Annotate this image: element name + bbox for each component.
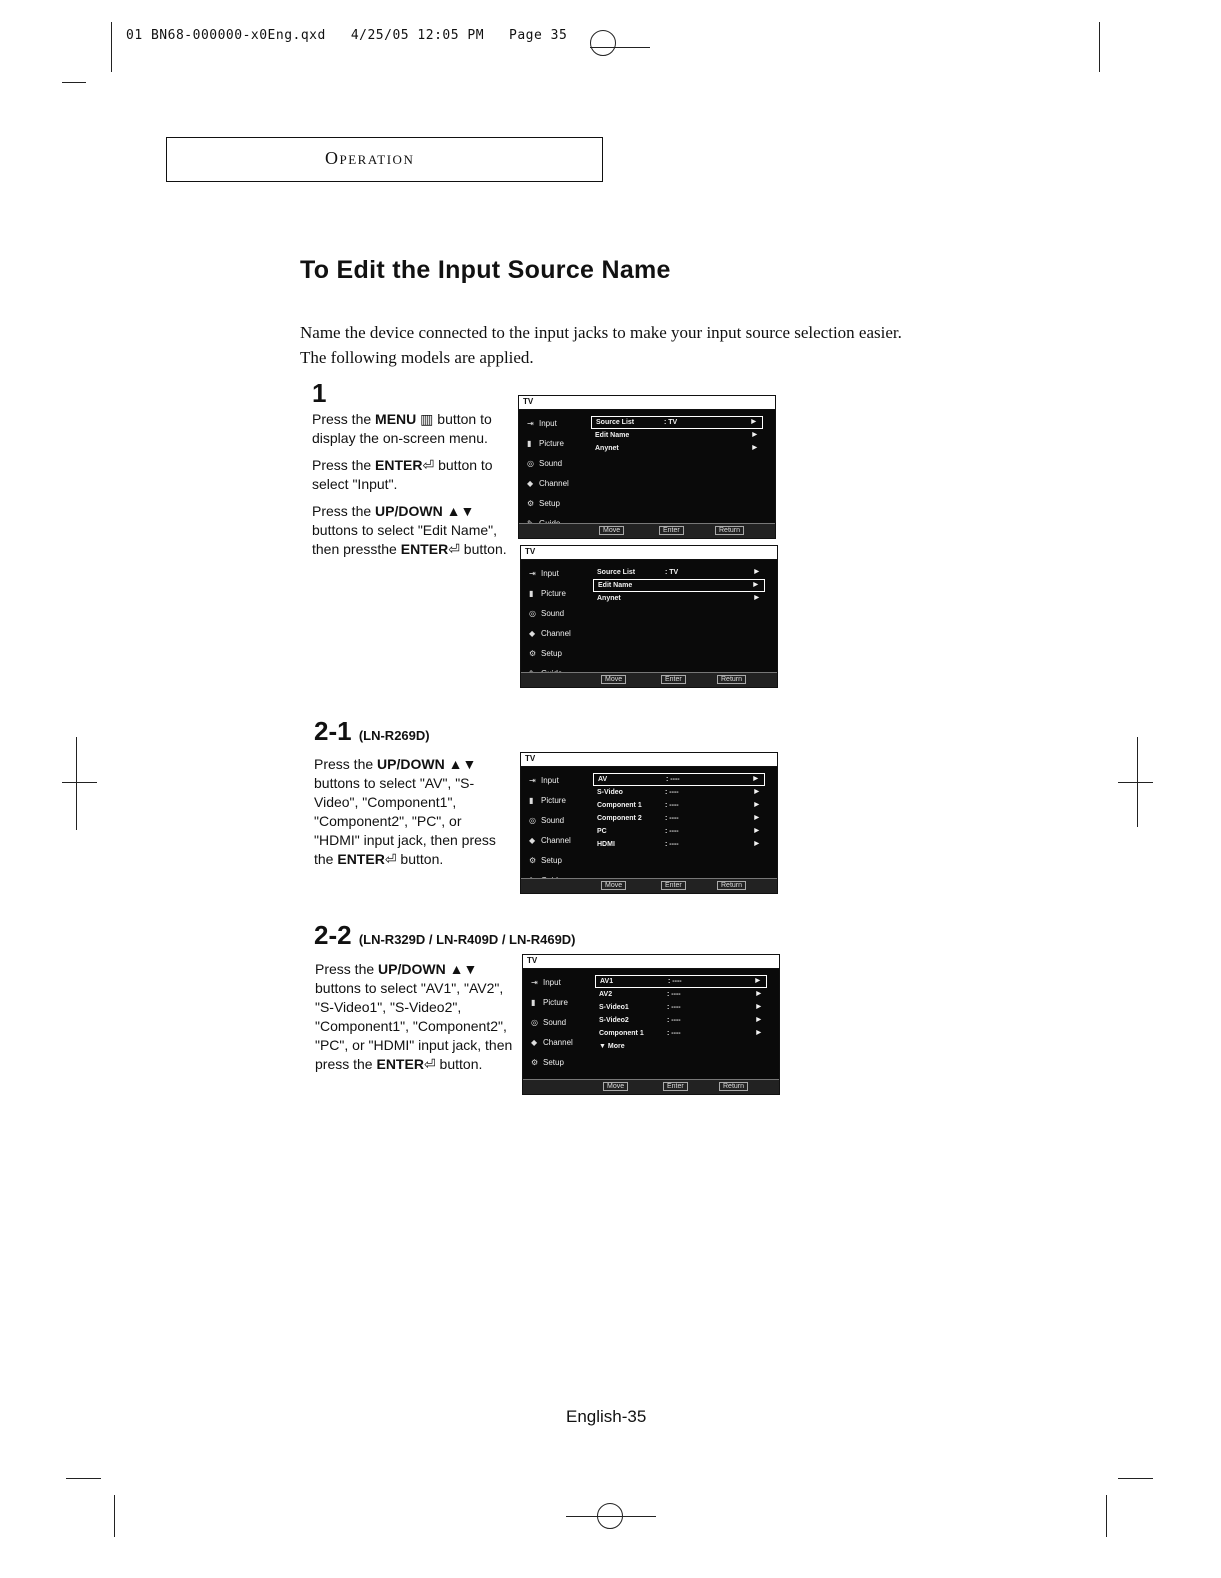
osd-footer: Move Enter Return <box>521 672 777 687</box>
osd-side-input: ⇥ Input <box>531 978 561 987</box>
osd-side-setup: ⚙ Setup <box>527 499 560 508</box>
osd-side-sound: ◎ Sound <box>531 1018 567 1027</box>
osd-title-bar: TV <box>521 546 777 560</box>
section-label: Operation <box>325 148 415 168</box>
enter-icon: ⏎ <box>423 1056 436 1072</box>
step-2-1-number: 2-1 (LN-R269D) <box>314 716 430 746</box>
osd-title-bar: TV <box>519 396 775 410</box>
step-1-number: 1 <box>312 378 327 408</box>
osd-side-sound: ◎ Sound <box>529 609 565 618</box>
osd-menu-list <box>591 416 763 455</box>
osd-item: Edit Name ▶ <box>595 432 757 439</box>
osd-side-picture: ▮ Picture <box>531 998 568 1007</box>
osd-item: AV1 : ---- ▶ <box>595 975 767 988</box>
osd-menu-list <box>595 975 767 1053</box>
page-number: English-35 <box>566 1407 647 1426</box>
osd-item: HDMI : ---- ▶ <box>597 841 759 848</box>
osd-item: AV2 : ---- ▶ <box>599 991 761 998</box>
osd-screen-edit-name-selected <box>520 545 778 688</box>
osd-screen-input-list-r269d <box>520 752 778 894</box>
osd-sidebar <box>523 771 589 891</box>
crop-mark <box>1106 1495 1107 1537</box>
osd-screen-input-list-r329d <box>522 954 780 1095</box>
osd-side-setup: ⚙ Setup <box>529 649 562 658</box>
osd-side-input: ⇥ Input <box>527 419 557 428</box>
crop-mark <box>114 1495 115 1537</box>
step-2-2-text: Press the UP/DOWN ▲▼ buttons to select "AV1", "AV2", "S-Video1", "S-Video2", "Component1", "Component2", "PC", or "HDMI" input jack, then press the ENTER⏎ button. <box>315 961 513 1072</box>
osd-item: S-Video : ---- ▶ <box>597 789 759 796</box>
osd-side-setup: ⚙ Setup <box>529 856 562 865</box>
osd-title-bar: TV <box>523 955 779 969</box>
crop-mark <box>1118 782 1153 783</box>
intro-line-2: The following models are applied. <box>300 348 534 367</box>
osd-item: Source List : TV ▶ <box>597 569 759 576</box>
crop-mark <box>590 47 650 48</box>
osd-side-input: ⇥ Input <box>529 569 559 578</box>
osd-screen-input-menu <box>518 395 776 539</box>
crop-mark <box>111 22 112 72</box>
crop-mark <box>1118 1478 1153 1479</box>
osd-item: Edit Name ▶ <box>593 579 765 592</box>
crop-mark <box>66 1478 101 1479</box>
page-title: To Edit the Input Source Name <box>300 256 671 284</box>
osd-item: S-Video1 : ---- ▶ <box>599 1004 761 1011</box>
osd-footer: Move Enter Return <box>521 878 777 893</box>
registration-target-icon <box>597 1503 623 1529</box>
osd-item: S-Video2 : ---- ▶ <box>599 1017 761 1024</box>
osd-sidebar <box>523 564 589 684</box>
osd-menu-list <box>593 773 765 851</box>
step-1-text: Press the MENU ▥ button to display the on-screen menu. Press the ENTER⏎ button to select "Input". Press the UP/DOWN ▲▼ buttons to select "Edit Name", then pressthe ENTER⏎ button. <box>312 411 507 557</box>
osd-sidebar <box>525 973 591 1093</box>
osd-side-sound: ◎ Sound <box>529 816 565 825</box>
crop-mark <box>62 82 86 83</box>
osd-item: AV : ---- ▶ <box>593 773 765 786</box>
osd-side-channel: ◆ Channel <box>531 1038 573 1047</box>
step-2-1-model: (LN-R269D) <box>358 728 430 743</box>
crop-mark <box>76 737 77 830</box>
osd-menu-list <box>593 566 765 605</box>
osd-side-input: ⇥ Input <box>529 776 559 785</box>
osd-item: Component 1 : ---- ▶ <box>597 802 759 809</box>
enter-icon: ⏎ <box>448 541 460 557</box>
osd-item-more: ▼ More <box>599 1043 625 1050</box>
osd-item: Component 2 : ---- ▶ <box>597 815 759 822</box>
osd-item: Anynet ▶ <box>595 445 757 452</box>
intro-text <box>300 320 902 370</box>
menu-icon: ▥ <box>420 411 434 427</box>
crop-mark <box>1099 22 1100 72</box>
osd-item: PC : ---- ▶ <box>597 828 759 835</box>
registration-target-icon <box>590 30 616 56</box>
step-2-1-text: Press the UP/DOWN ▲▼ buttons to select "AV", "S-Video", "Component1", "Component2", "PC", or "HDMI" input jack, then press the ENTER⏎ button. <box>314 756 496 867</box>
osd-item: Source List : TV ▶ <box>591 416 763 429</box>
enter-icon: ⏎ <box>422 457 435 473</box>
section-label-box <box>166 137 603 182</box>
enter-icon: ⏎ <box>384 851 397 867</box>
file-header: 01 BN68-000000-x0Eng.qxd 4/25/05 12:05 PM Page 35 <box>126 28 568 43</box>
osd-side-channel: ◆ Channel <box>527 479 569 488</box>
osd-item: Component 1 : ---- ▶ <box>599 1030 761 1037</box>
osd-side-sound: ◎ Sound <box>527 459 563 468</box>
osd-footer: Move Enter Return <box>519 523 775 538</box>
osd-side-channel: ◆ Channel <box>529 836 571 845</box>
osd-side-picture: ▮ Picture <box>529 589 566 598</box>
osd-sidebar <box>521 414 587 534</box>
osd-title-bar: TV <box>521 753 777 767</box>
osd-side-picture: ▮ Picture <box>529 796 566 805</box>
osd-footer: Move Enter Return <box>523 1079 779 1094</box>
osd-side-setup: ⚙ Setup <box>531 1058 564 1067</box>
intro-line-1: Name the device connected to the input jacks to make your input source selection easier. <box>300 323 902 342</box>
osd-side-channel: ◆ Channel <box>529 629 571 638</box>
step-2-2-number: 2-2 (LN-R329D / LN-R409D / LN-R469D) <box>314 920 576 950</box>
step-2-2-model: (LN-R329D / LN-R409D / LN-R469D) <box>358 932 576 947</box>
osd-side-picture: ▮ Picture <box>527 439 564 448</box>
crop-mark <box>62 782 97 783</box>
osd-item: Anynet ▶ <box>597 595 759 602</box>
